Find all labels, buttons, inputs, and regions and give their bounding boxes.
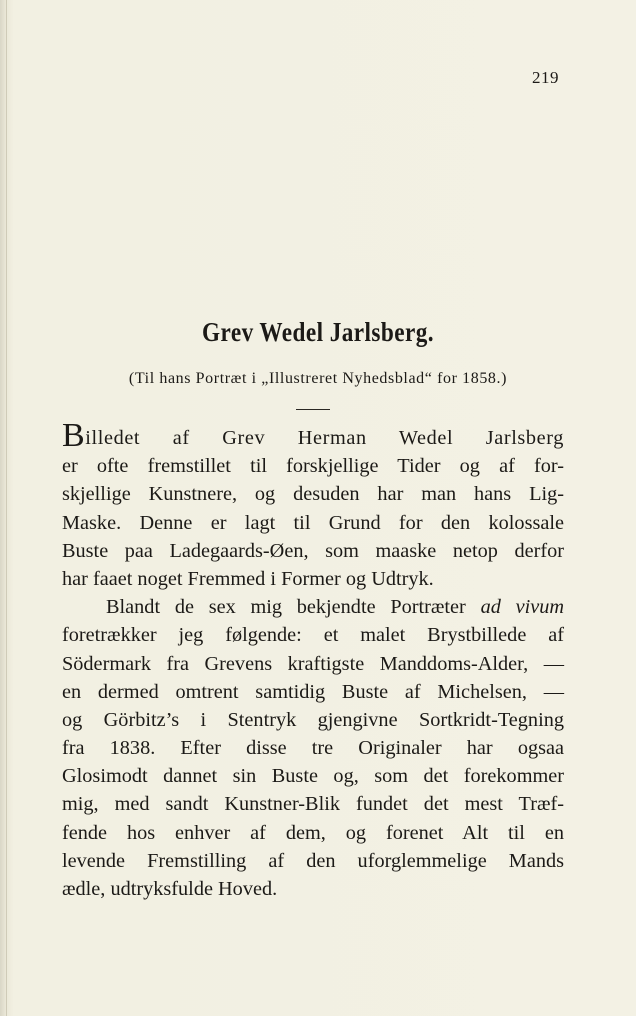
text-line: Maske. Denne er lagt til Grund for den kolossale xyxy=(62,511,564,534)
drop-cap: B xyxy=(62,417,86,454)
body-text xyxy=(62,417,565,903)
text-line: og Görbitz’s i Stentryk gjengivne Sortkridt-Tegning xyxy=(62,708,564,731)
text-line: fende hos enhver af dem, og forenet Alt til en xyxy=(62,821,564,844)
text-line: mig, med sandt Kunstner-Blik fundet det mest Træf- xyxy=(62,793,564,816)
chapter-title: Grev Wedel Jarlsberg. xyxy=(202,317,434,347)
text-line: har faaet noget Fremmed i Former og Udtryk. xyxy=(62,567,434,590)
text-line: er ofte fremstillet til forskjellige Tider og af for- xyxy=(62,455,564,478)
text-line: skjellige Kunstnere, og desuden har man hans Lig- xyxy=(62,483,564,506)
page-number: 219 xyxy=(532,68,559,87)
text-line: Södermark fra Grevens kraftigste Manddoms-Alder, — xyxy=(62,652,564,675)
page-edge xyxy=(6,0,7,1016)
text-line: foretrækker jeg følgende: et malet Brystbillede af xyxy=(62,624,564,647)
italic-phrase: ad vivum xyxy=(480,596,565,619)
text-line: Buste paa Ladegaards-Øen, som maaske netop derfor xyxy=(62,539,564,562)
text-line: Glosimodt dannet sin Buste og, som det forekommer xyxy=(62,765,564,788)
title-divider xyxy=(296,409,330,410)
text-line xyxy=(62,593,564,621)
text-line: ædle, udtryksfulde Hoved. xyxy=(62,878,278,900)
chapter-subtitle: (Til hans Portræt i „Illustreret Nyhedsblad“ for 1858.) xyxy=(128,370,508,387)
text-line: levende Fremstilling af den uforglemmelige Mands xyxy=(62,849,564,872)
text-line-content: Blandt de sex mig bekjendte Portræter xyxy=(106,596,466,619)
text-line-content: illedet af Grev Herman Wedel Jarlsberg xyxy=(85,427,564,449)
text-line: en dermed omtrent samtidig Buste af Michelsen, — xyxy=(62,680,564,703)
text-line xyxy=(62,417,564,454)
text-line: fra 1838. Efter disse tre Originaler har ogsaa xyxy=(62,737,564,760)
